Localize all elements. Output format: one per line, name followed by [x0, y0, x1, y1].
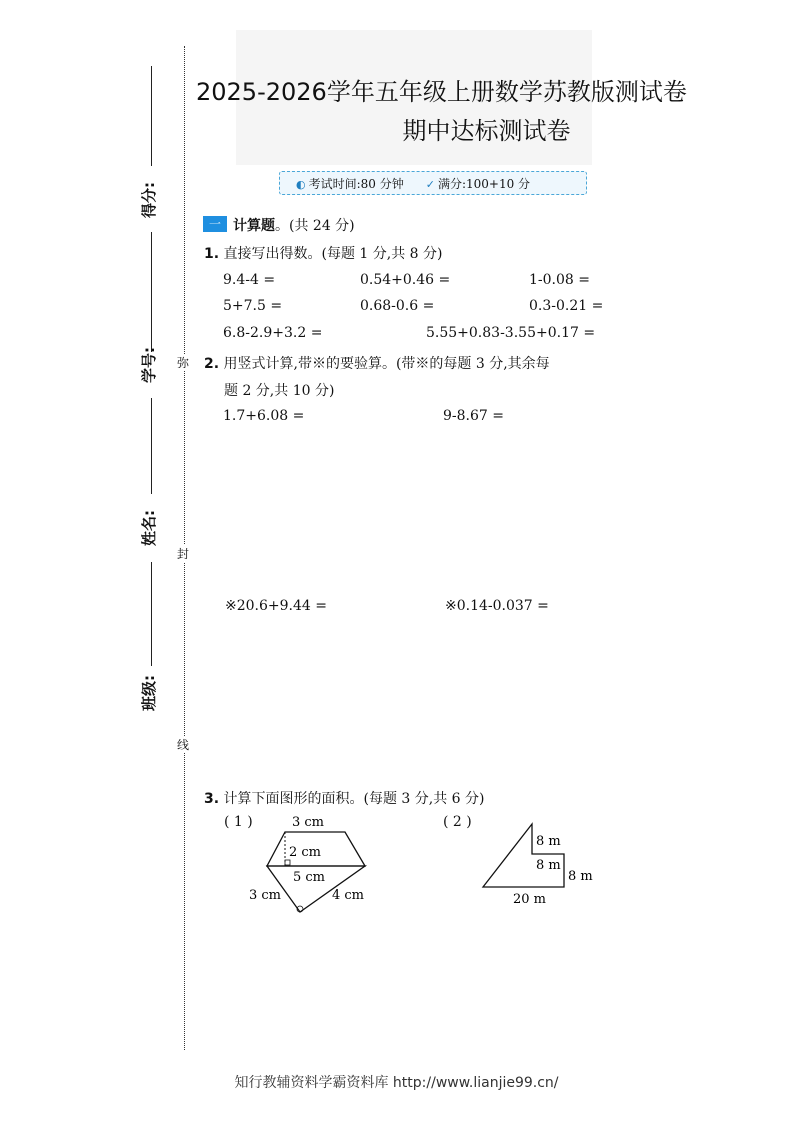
q1-item: 6.8-2.9+3.2 = — [223, 325, 323, 341]
question-2-cont: 题 2 分,共 10 分) — [224, 383, 335, 399]
name-line — [151, 398, 152, 494]
binding-char-mi: 弥 — [177, 356, 190, 370]
check-circle-icon: ✓ — [425, 177, 435, 191]
q1-item: 0.68-0.6 = — [360, 298, 435, 314]
student-id-line — [151, 232, 152, 352]
fig1-label: ( 1 ) — [224, 814, 253, 830]
name-label: 姓名: — [140, 510, 158, 546]
page-title: 2025-2026学年五年级上册数学苏教版测试卷 — [196, 78, 687, 106]
class-line — [151, 562, 152, 666]
section-badge: 一 — [203, 216, 227, 232]
clock-icon: ◐ — [296, 177, 306, 191]
fig1-right-leg-label: 4 cm — [332, 888, 365, 903]
q2-item: ※20.6+9.44 = — [225, 598, 327, 614]
exam-time: ◐ 考试时间:80 分钟 — [296, 176, 404, 191]
fig2-label: ( 2 ) — [443, 814, 472, 830]
binding-char-feng: 封 — [177, 547, 190, 561]
question-1: 1. 直接写出得数。(每题 1 分,共 8 分) — [204, 246, 443, 262]
section-title: 计算题。(共 24 分) — [233, 218, 355, 234]
q1-item: 9.4-4 = — [223, 272, 276, 288]
q1-item: 0.3-0.21 = — [529, 298, 604, 314]
q2-item: ※0.14-0.037 = — [445, 598, 549, 614]
q2-item: 9-8.67 = — [443, 408, 504, 424]
q1-item: 1-0.08 = — [529, 272, 590, 288]
footer-watermark: 知行教辅资料学霸资料库 http://www.lianjie99.cn/ — [234, 1075, 559, 1091]
right-angle-mark — [285, 860, 290, 865]
fig2-step-label: 8 m — [536, 858, 561, 873]
q1-item: 5+7.5 = — [223, 298, 283, 314]
class-label: 班级: — [140, 675, 158, 711]
fig1-base-label: 5 cm — [293, 870, 326, 885]
fig2-base-label: 20 m — [513, 892, 547, 907]
fig1-top-label: 3 cm — [292, 815, 325, 830]
page-subtitle: 期中达标测试卷 — [402, 117, 571, 145]
figure-2 — [470, 815, 610, 910]
figure-1 — [240, 810, 380, 920]
q1-item: 0.54+0.46 = — [360, 272, 451, 288]
exam-score: ✓ 满分:100+10 分 — [425, 176, 531, 191]
student-id-label: 学号: — [140, 347, 158, 383]
question-3: 3. 计算下面图形的面积。(每题 3 分,共 6 分) — [204, 791, 485, 807]
fig2-height2-label: 8 m — [568, 869, 593, 884]
binding-char-xian: 线 — [177, 738, 190, 752]
question-2: 2. 用竖式计算,带※的要验算。(带※的每题 3 分,其余每 — [204, 356, 550, 372]
fig1-left-leg-label: 3 cm — [249, 888, 282, 903]
fig2-height1-label: 8 m — [536, 834, 561, 849]
q2-item: 1.7+6.08 = — [223, 408, 305, 424]
fig1-height-label: 2 cm — [289, 845, 322, 860]
exam-info-box — [279, 171, 587, 195]
score-label: 得分: — [140, 182, 158, 218]
q1-item: 5.55+0.83-3.55+0.17 = — [426, 325, 596, 341]
